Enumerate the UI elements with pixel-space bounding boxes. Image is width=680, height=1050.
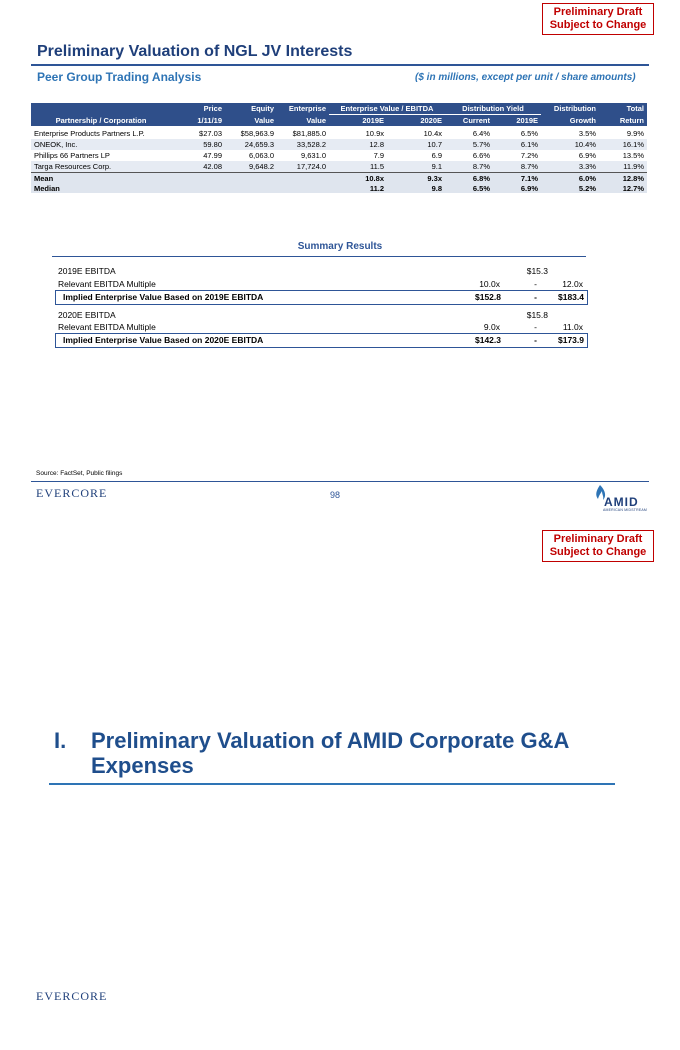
cell-ev: 33,528.2 (277, 139, 329, 150)
table-row (31, 126, 647, 139)
cell-yield-2019: 7.2% (520, 151, 538, 160)
mean-growth: 6.0% (541, 173, 599, 184)
cell-growth: 6.9% (578, 151, 596, 160)
units-note: ($ in millions, except per unit / share amounts) (415, 72, 636, 83)
cell-return: 9.9% (626, 129, 644, 138)
cell-ev-2019: 12.8 (329, 139, 387, 150)
mean-yield-current: 6.8% (445, 173, 493, 184)
summary-multiple-2019-dash: - (534, 279, 537, 289)
mean-ev-2020: 9.3x (387, 173, 445, 184)
median-yield-2019: 6.9% (493, 183, 541, 193)
mean-yield-2019: 7.1% (493, 173, 541, 184)
cell-name: Phillips 66 Partners LP (34, 151, 110, 160)
summary-implied-2019-label: Implied Enterprise Value Based on 2019E EBITDA (63, 292, 264, 302)
cell-ev-2019: 10.9x (365, 129, 384, 138)
summary-title: Summary Results (297, 241, 383, 252)
evercore-logo-page-2: EVERCORE (36, 989, 108, 1003)
mean-row (31, 173, 647, 184)
summary-rule (52, 256, 586, 257)
draft-line-2: Subject to Change (549, 19, 647, 31)
summary-multiple-2020-high: 11.0x (562, 322, 583, 332)
cell-yield-current: 8.7% (445, 161, 493, 173)
summary-multiple-2019-label: Relevant EBITDA Multiple (58, 279, 156, 289)
cell-return: 16.1% (599, 139, 647, 150)
header-growth: Growth (569, 115, 596, 125)
mean-return: 12.8% (599, 173, 647, 184)
summary-ebitda-2019-row (58, 266, 586, 278)
table-row (31, 161, 647, 173)
cell-ev: 9,631.0 (300, 151, 326, 160)
header-price-date: 1/11/19 (197, 115, 222, 125)
summary-implied-2020-high: $173.9 (558, 335, 584, 345)
cell-equity: 9,648.2 (225, 161, 277, 173)
header-total: Total (626, 104, 644, 114)
cell-ev-2020: 10.4x (423, 129, 442, 138)
cell-name: Enterprise Products Partners L.P. (34, 129, 145, 138)
cell-ev: 17,724.0 (277, 161, 329, 173)
amid-logo-subtext: AMERICAN MIDSTREAM (603, 508, 648, 512)
cell-price: $27.03 (199, 129, 222, 138)
median-row (31, 183, 647, 193)
header-equity-value: Value (254, 115, 274, 125)
draft-stamp (542, 3, 654, 35)
summary-implied-2019-box (55, 290, 588, 305)
amid-logo: AMID (604, 495, 639, 509)
summary-ebitda-2019-label: 2019E EBITDA (58, 266, 116, 276)
summary-multiple-2020-dash: - (534, 322, 537, 332)
header-yield-current: Current (462, 116, 490, 125)
header-row-top (31, 103, 647, 115)
cell-return: 11.9% (599, 161, 647, 173)
draft-line-2: Subject to Change (549, 546, 647, 558)
header-price: Price (203, 104, 222, 114)
header-enterprise: Enterprise (288, 104, 326, 114)
median-growth: 5.2% (541, 183, 599, 193)
cell-ev-2020: 10.7 (387, 139, 445, 150)
cell-ev-2019: 7.9 (373, 151, 384, 160)
cell-growth: 10.4% (541, 139, 599, 150)
median-ev-2019: 11.2 (329, 183, 387, 193)
header-ev-ebitda: Enterprise Value / EBITDA (329, 103, 445, 115)
cell-equity: 6,063.0 (248, 151, 274, 160)
table-row (31, 150, 647, 161)
cell-equity: 24,659.3 (225, 139, 277, 150)
cell-return: 13.5% (622, 151, 644, 160)
page-title: Preliminary Valuation of NGL JV Interests (37, 43, 353, 60)
page-number: 98 (330, 490, 341, 500)
section-number: I. (54, 728, 67, 753)
summary-implied-2020-low: $142.3 (475, 335, 501, 345)
header-return: Return (619, 115, 644, 125)
summary-implied-2020-box (55, 333, 588, 348)
cell-growth: 3.3% (541, 161, 599, 173)
mean-ev-2019: 10.8x (329, 173, 387, 184)
header-distribution: Distribution (553, 104, 596, 114)
summary-ebitda-2020-row (58, 310, 586, 322)
cell-price: 47.99 (203, 151, 222, 160)
section-title: Preliminary Valuation of AMID Corporate G&A Expenses (91, 728, 569, 778)
cell-yield-2019: 6.5% (520, 129, 538, 138)
cell-name: Targa Resources Corp. (31, 161, 171, 173)
header-ev-2020: 2020E (420, 116, 442, 125)
summary-multiple-2020-low: 9.0x (483, 322, 500, 332)
header-dist-yield: Distribution Yield (445, 103, 541, 115)
source-note: Source: FactSet, Public filings (36, 470, 123, 477)
evercore-logo: EVERCORE (36, 486, 108, 500)
cell-yield-2019: 6.1% (493, 139, 541, 150)
cell-name: ONEOK, Inc. (31, 139, 171, 150)
summary-implied-2020-label: Implied Enterprise Value Based on 2020E EBITDA (63, 335, 264, 345)
summary-multiple-2019-high: 12.0x (562, 279, 583, 289)
title-rule (31, 64, 649, 66)
cell-ev-2019: 11.5 (329, 161, 387, 173)
summary-multiple-2020-label: Relevant EBITDA Multiple (58, 322, 156, 332)
draft-line-1: Preliminary Draft (553, 533, 643, 545)
header-yield-2019: 2019E (516, 116, 538, 125)
draft-stamp-page-2 (542, 530, 654, 562)
summary-ebitda-2020-label: 2020E EBITDA (58, 310, 116, 320)
summary-implied-2020-dash: - (534, 335, 537, 345)
header-row-bottom (31, 115, 647, 127)
cell-yield-current: 6.4% (472, 129, 490, 138)
cell-yield-current: 5.7% (445, 139, 493, 150)
page-subtitle: Peer Group Trading Analysis (37, 70, 202, 84)
cell-equity: $58,963.9 (240, 129, 274, 138)
summary-implied-2019-dash: - (534, 292, 537, 302)
header-name: Partnership / Corporation (55, 115, 147, 125)
cell-ev: $81,885.0 (292, 129, 326, 138)
footer-rule (31, 481, 649, 482)
cell-yield-current: 6.6% (472, 151, 490, 160)
cell-growth: 3.5% (578, 129, 596, 138)
header-ev-2019: 2019E (362, 116, 384, 125)
section-rule (49, 783, 615, 785)
median-label: Median (31, 183, 171, 193)
table-row (31, 139, 647, 150)
summary-multiple-2019-low: 10.0x (479, 279, 500, 289)
mean-label: Mean (31, 173, 171, 184)
header-equity: Equity (251, 104, 274, 114)
cell-ev-2020: 9.1 (387, 161, 445, 173)
median-return: 12.7% (599, 183, 647, 193)
header-enterprise-value: Value (306, 115, 326, 125)
summary-implied-2019-high: $183.4 (558, 292, 584, 302)
draft-line-1: Preliminary Draft (553, 6, 643, 18)
cell-ev-2020: 6.9 (431, 151, 442, 160)
summary-implied-2019-low: $152.8 (475, 292, 501, 302)
summary-ebitda-2019-value: $15.3 (526, 266, 548, 276)
cell-yield-2019: 8.7% (493, 161, 541, 173)
median-ev-2020: 9.8 (387, 183, 445, 193)
cell-price: 59.80 (171, 139, 225, 150)
median-yield-current: 6.5% (445, 183, 493, 193)
peer-table (31, 103, 647, 193)
summary-ebitda-2020-value: $15.8 (526, 310, 548, 320)
cell-price: 42.08 (171, 161, 225, 173)
